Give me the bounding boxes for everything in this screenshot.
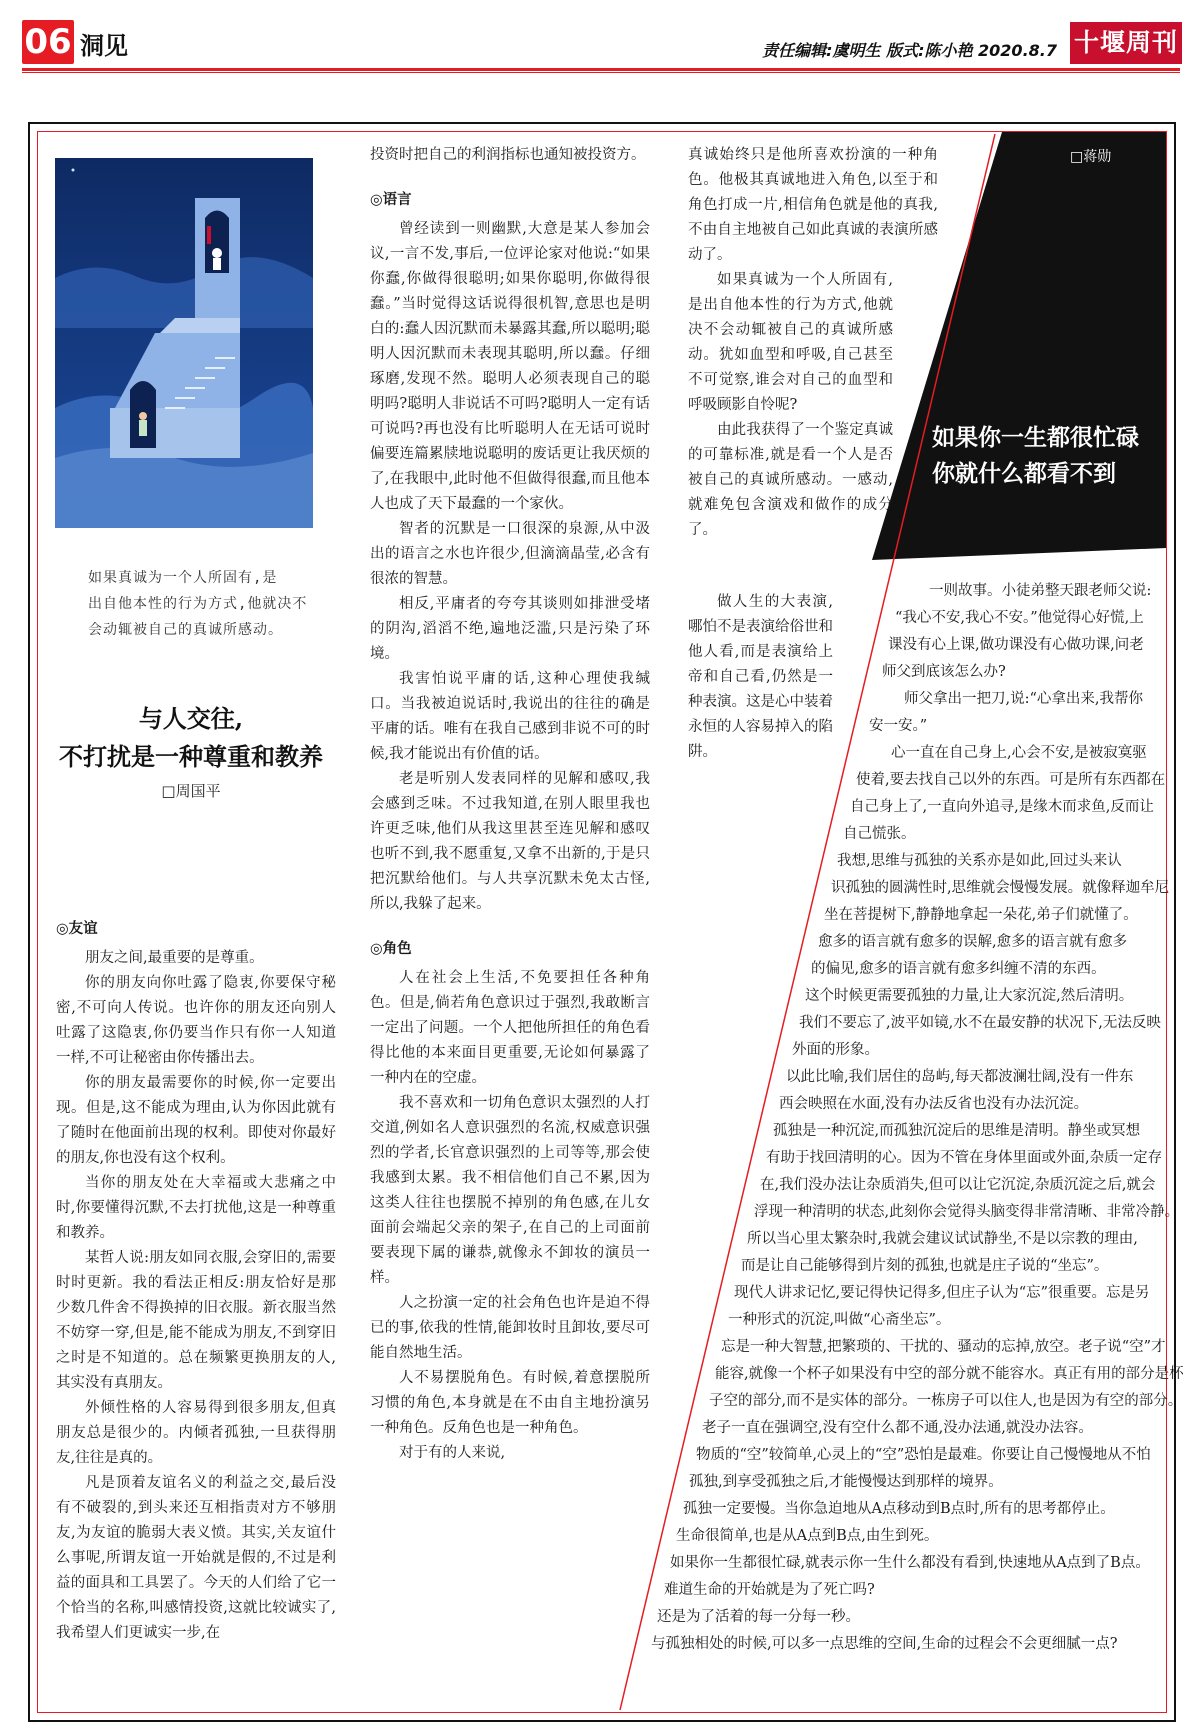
text-line: 识孤独的圆满性时,思维就会慢慢发展。就像释迦牟尼 [831,880,1170,896]
text-line: 现代人讲求记忆,要记得快记得多,但庄子认为“忘”很重要。忘是另 [734,1285,1150,1301]
text-line: 与孤独相处的时候,可以多一点思维的空间,生命的过程会不会更细腻一点? [651,1636,1118,1652]
text-line: 孤独,到享受孤独之后,才能慢慢达到那样的境界。 [689,1474,1003,1490]
text-line: 孤独是一种沉淀,而孤独沉淀后的思维是清明。静坐或冥想 [773,1123,1141,1139]
paragraph: 人之扮演一定的社会角色也许是迫不得已的事,依我的性情,能卸妆时且卸妆,要尽可能自然地生活。 [370,1295,650,1361]
page-number: 06 [22,20,74,64]
paragraph: 老是听别人发表同样的见解和感叹,我会感到乏味。不过我知道,在别人眼里我也许更乏味,他们从我这里甚至连见解和感叹也听不到,我不愿重复,又拿不出新的,于是只把沉默给他们。与人共享沉默未免太古怪,所以,我躲了起来。 [370,771,650,912]
text-column-3b [688,268,893,543]
paragraph: 曾经读到一则幽默,大意是某人参加会议,一言不发,事后,一位评论家对他说:“如果你蠢,你做得很聪明;如果你聪明,你做得很蠢。”当时觉得这话说得很机智,意思也是明白的:蠢人因沉默而未暴露其蠢,所以聪明;聪明人因沉默而未表现其聪明,所以蠢。仔细琢磨,发现不然。聪明人必须表现自己的聪明吗?聪明人非说话不可吗?聪明人一定有话可说吗?再也没有比听聪明人在无话可说时偏要连篇累牍地说聪明的废话更让我厌烦的了,在我眼中,此时他不但做得很蠢,而且他本人也成了天下最蠢的一个家伙。 [370,221,650,512]
newspaper-logo: 十堰周刊 [1070,22,1182,64]
text-line: 生命很简单,也是从A点到B点,由生到死。 [676,1528,939,1544]
text-column-1 [56,905,336,1646]
text-column-2 [370,143,650,1466]
text-line: 物质的“空”较简单,心灵上的“空”恐怕是最难。你要让自己慢慢地从不怕 [696,1447,1151,1463]
paragraph: 由此我获得了一个鉴定真诚的可靠标准,就是看一个人是否被自己的真诚所感动。一感动,就难免包含演戏和做作的成分了。 [688,422,893,538]
text-line: 难道生命的开始就是为了死亡吗? [664,1582,875,1598]
paragraph: 人在社会上生活,不免要担任各种角色。但是,倘若角色意识过于强烈,我敢断言一定出了问题。一个人把他所担任的角色看得比他的本来面目更重要,无论如何暴露了一种内在的空虚。 [370,970,650,1086]
text-line: 外面的形象。 [792,1042,879,1058]
paragraph: 当你的朋友处在大幸福或大悲痛之中时,你要懂得沉默,不去打扰他,这是一种尊重和教养。 [56,1175,336,1241]
paragraph: 你的朋友最需要你的时候,你一定要出现。但是,这不能成为理由,认为你因此就有了随时在他面前出现的权利。即使对你最好的朋友,你也没有这个权利。 [56,1075,336,1166]
paragraph: 人不易摆脱角色。有时候,着意摆脱所习惯的角色,本身就是在不由自主地扮演另一种角色。反角色也是一种角色。 [370,1370,650,1436]
text-column-3c [688,590,833,765]
paragraph: 外倾性格的人容易得到很多朋友,但真朋友总是很少的。内倾者孤独,一旦获得朋友,往往是真的。 [56,1400,336,1466]
text-line: 老子一直在强调空,没有空什么都不通,没办法通,就没办法容。 [702,1420,1093,1436]
text-line: 能容,就像一个杯子如果没有中空的部分就不能容水。真正有用的部分是杯 [715,1366,1184,1382]
paragraph: 对于有的人来说, [399,1445,506,1461]
text-line: 有助于找回清明的心。因为不管在身体里面或外面,杂质一定存 [766,1150,1163,1166]
article-title [50,700,332,776]
paragraph: 我害怕说平庸的话,这种心理使我缄口。当我被迫说话时,我说出的往往的确是平庸的话。唯有在我自己感到非说不可的时候,我才能说出有价值的话。 [370,671,650,762]
subheading-role: ◎角色 [370,941,412,957]
subheading-friendship: ◎友谊 [56,921,98,937]
text-line: 还是为了活着的每一分每一秒。 [657,1609,860,1625]
text-line: 西会映照在水面,没有办法反省也没有办法沉淀。 [779,1096,1089,1112]
text-line: 在,我们没办法让杂质消失,但可以让它沉淀,杂质沉淀之后,就会 [760,1177,1156,1193]
quote-line-2: 你就什么都看不到 [932,460,1116,487]
editor-credits: 责任编辑:虞明生 版式:陈小艳 2020.8.7 [762,41,1057,60]
text-line: 安一安。” [869,718,928,734]
text-line: “我心不安,我心不安。”他觉得心好慌,上 [895,610,1144,626]
caption-line: 会动辄被自己的真诚所感动。 [88,622,283,638]
text-line: 一种形式的沉淀,叫做“心斋坐忘”。 [728,1312,951,1328]
caption-line: 出自他本性的行为方式,他就决不 [88,596,308,612]
text-line: 使着,要去找自己以外的东西。可是所有东西都在 [856,772,1166,788]
article-2-author: □蒋勋 [1070,149,1112,165]
text-line: 的偏见,愈多的语言就有愈多纠缠不清的东西。 [811,961,1106,977]
illustration-caption [88,565,308,643]
paragraph: 如果真诚为一个人所固有,是出自他本性的行为方式,他就决不会动辄被自己的真诚所感动。犹如血型和呼吸,自己甚至不可觉察,谁会对自己的血型和呼吸顾影自怜呢? [688,272,893,413]
paragraph: 凡是顶着友谊名义的利益之交,最后没有不破裂的,到头来还互相指责对方不够朋友,为友谊的脆弱大表义愤。其实,关友谊什么事呢,所谓友谊一开始就是假的,不过是利益的面具和工具罢了。今天的人们给了它一个恰当的名称,叫感情投资,这就比较诚实了,我希望人们更诚实一步,在 [56,1475,336,1641]
subheading-language: ◎语言 [370,192,412,208]
text-line: 自己身上了,一直向外追寻,是缘木而求鱼,反而让 [850,799,1154,815]
quote-line-1: 如果你一生都很忙碌 [932,424,1139,451]
paragraph: 智者的沉默是一口很深的泉源,从中汲出的语言之水也许很少,但滴滴晶莹,必含有很浓的智慧。 [370,521,650,587]
text-line: 而是让自己能够得到片刻的孤独,也就是庄子说的“坐忘”。 [741,1258,1109,1274]
caption-line: 如果真诚为一个人所固有,是 [88,570,278,586]
text-line: 如果你一生都很忙碌,就表示你一生什么都没有看到,快速地从A点到了B点。 [670,1555,1150,1571]
text-line: 子空的部分,而不是实体的部分。一栋房子可以住人,也是因为有空的部分。 [709,1393,1183,1409]
pull-quote [932,420,1157,492]
text-line: 所以当心里太繁杂时,我就会建议试试静坐,不是以宗教的理由, [747,1231,1138,1247]
section-title: 洞见 [80,32,128,60]
text-line: 师父拿出一把刀,说:“心拿出来,我帮你 [904,691,1144,707]
paragraph: 你的朋友向你吐露了隐衷,你要保守秘密,不可向人传说。也许你的朋友还向别人吐露了这隐衷,你仍要当作只有你一人知道一样,不可让秘密由你传播出去。 [56,975,336,1066]
text-line: 这个时候更需要孤独的力量,让大家沉淀,然后清明。 [805,988,1134,1004]
text-line: 愈多的语言就有愈多的误解,愈多的语言就有愈多 [818,934,1128,950]
text-line: 以此比喻,我们居住的岛屿,每天都波澜壮阔,没有一件东 [786,1069,1134,1085]
paragraph: 投资时把自己的利润指标也通知被投资方。 [370,147,646,163]
text-line: 师父到底该怎么办? [882,664,1006,680]
paragraph: 某哲人说:朋友如同衣服,会穿旧的,需要时时更新。我的看法正相反:朋友恰好是那少数几件舍不得换掉的旧衣服。新衣服当然不妨穿一穿,但是,能不能成为朋友,不到穿旧之时是不知道的。总在频繁更换朋友的人,其实没有真朋友。 [56,1250,336,1391]
text-line: 浮现一种清明的状态,此刻你会觉得头脑变得非常清晰、非常冷静。 [754,1204,1180,1220]
text-line: 一则故事。小徒弟整天跟老师父说: [929,583,1152,599]
title-line-1: 与人交往, [138,704,244,733]
text-line: 我们不要忘了,波平如镜,水不在最安静的状况下,无法反映 [799,1015,1161,1031]
text-line: 忘是一种大智慧,把繁琐的、干扰的、骚动的忘掉,放空。老子说“空”才 [721,1339,1166,1355]
text-line: 自己慌张。 [843,826,916,842]
text-line: 孤独一定要慢。当你急迫地从A点移动到B点时,所有的思考都停止。 [683,1501,1115,1517]
paragraph: 我不喜欢和一切角色意识太强烈的人打交道,例如名人意识强烈的名流,权威意识强烈的学者,长官意识强烈的上司等等,那会使我感到太累。我不相信他们自己不累,因为这类人往往也摆脱不掉别的角色感,在儿女面前会端起父亲的架子,在自己的上司面前要表现下属的谦恭,就像永不卸妆的演员一样。 [370,1095,650,1286]
paragraph: 朋友之间,最重要的是尊重。 [85,950,264,966]
text-line: 课没有心上课,做功课没有心做功课,问老 [888,637,1144,653]
text-column-3 [688,143,938,268]
paragraph: 真诚始终只是他所喜欢扮演的一种角色。他极其真诚地进入角色,以至于和角色打成一片,相信角色就是他的真我,不由自主地被自己如此真诚的表演所感动了。 [688,147,938,263]
text-line: 坐在菩提树下,静静地拿起一朵花,弟子们就懂了。 [824,907,1138,923]
title-line-2: 不打扰是一种尊重和教养 [59,742,323,771]
text-line: 心一直在自己身上,心会不安,是被寂寞驱 [891,745,1147,761]
text-line: 我想,思维与孤独的关系亦是如此,回过头来认 [837,853,1122,869]
paragraph: 相反,平庸者的夸夸其谈则如排泄受堵的阴沟,滔滔不绝,遍地泛滥,只是污染了环境。 [370,596,650,662]
staircase-illustration [55,158,313,528]
article-author: □周国平 [161,782,221,800]
paragraph: 做人生的大表演,哪怕不是表演给俗世和他人看,而是表演给上帝和自己看,仍然是一种表演。这是心中装着永恒的人容易掉入的陷阱。 [688,594,833,760]
